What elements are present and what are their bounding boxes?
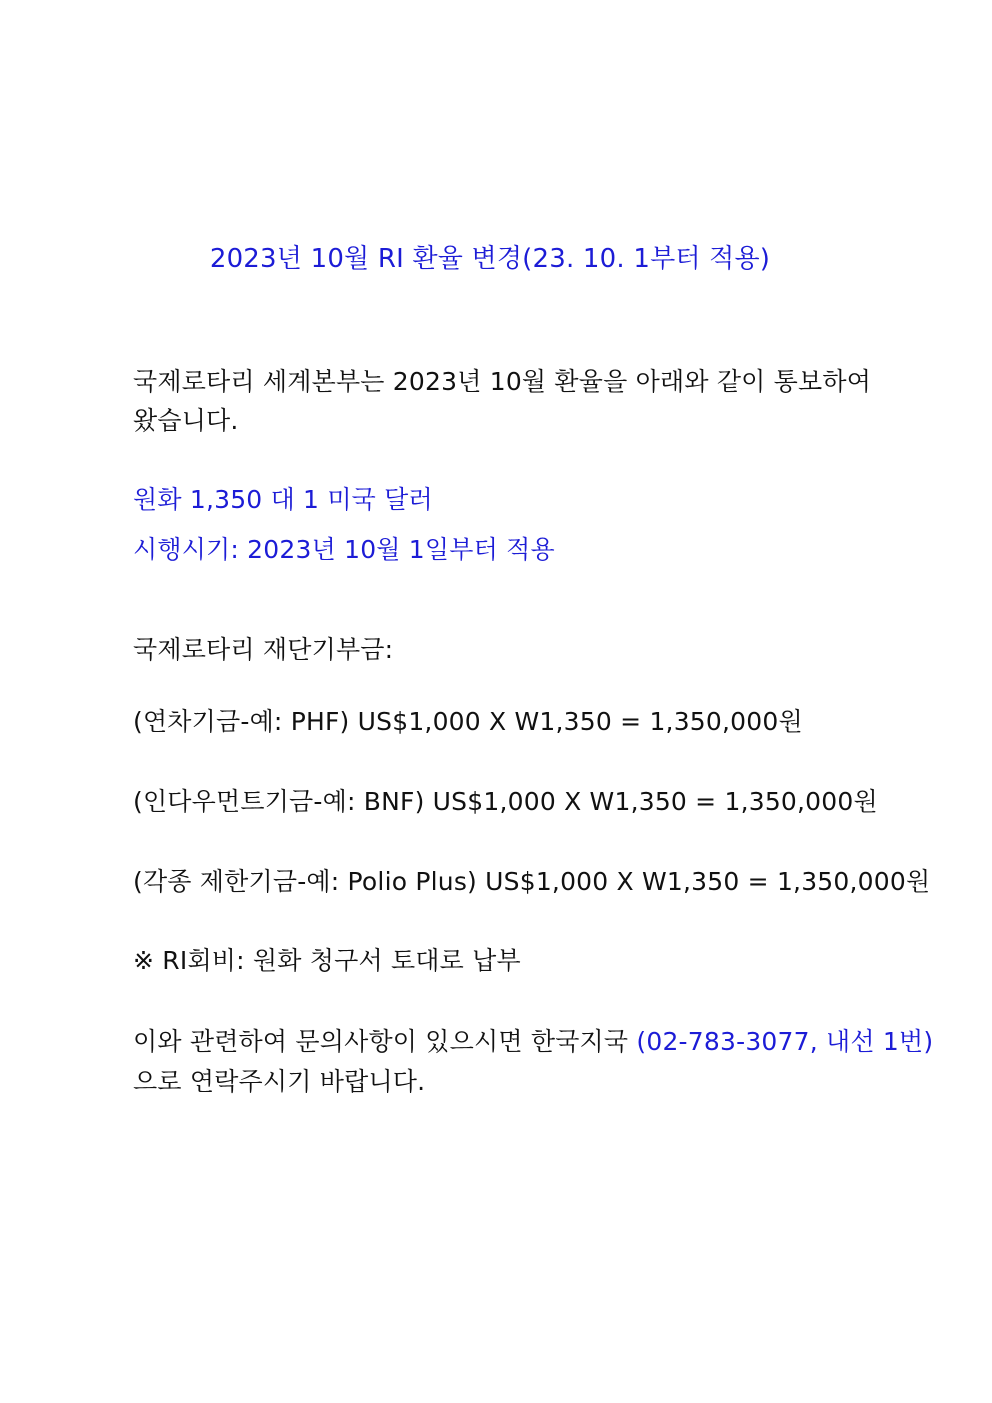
contact-line-1 (133, 1027, 933, 1057)
exchange-rate: 원화 1,350 대 1 미국 달러 (133, 485, 433, 514)
intro-line-1: 국제로타리 세계본부는 2023년 10월 환율을 아래와 같이 통보하여 (133, 367, 872, 396)
dues-note: ※ RI회비: 원화 청구서 토대로 납부 (133, 946, 521, 975)
effective-date: 시행시기: 2023년 10월 1일부터 적용 (133, 535, 555, 564)
document-title: 2023년 10월 RI 환율 변경(23. 10. 1부터 적용) (209, 244, 771, 274)
fund-endowment: (인다우먼트기금-예: BNF) US$1,000 X W1,350 = 1,350,000원 (133, 787, 878, 816)
contact-phone: (02-783-3077, 내선 1번) (636, 1027, 934, 1056)
fund-annual: (연차기금-예: PHF) US$1,000 X W1,350 = 1,350,000원 (133, 707, 803, 736)
fund-restricted: (각종 제한기금-예: Polio Plus) US$1,000 X W1,350 = 1,350,000원 (133, 867, 931, 896)
contact-line-2: 으로 연락주시기 바랍니다. (133, 1067, 426, 1096)
foundation-heading: 국제로타리 재단기부금: (133, 635, 394, 664)
intro-line-2: 왔습니다. (133, 406, 239, 435)
contact-prefix: 이와 관련하여 문의사항이 있으시면 한국지국 (133, 1027, 637, 1056)
